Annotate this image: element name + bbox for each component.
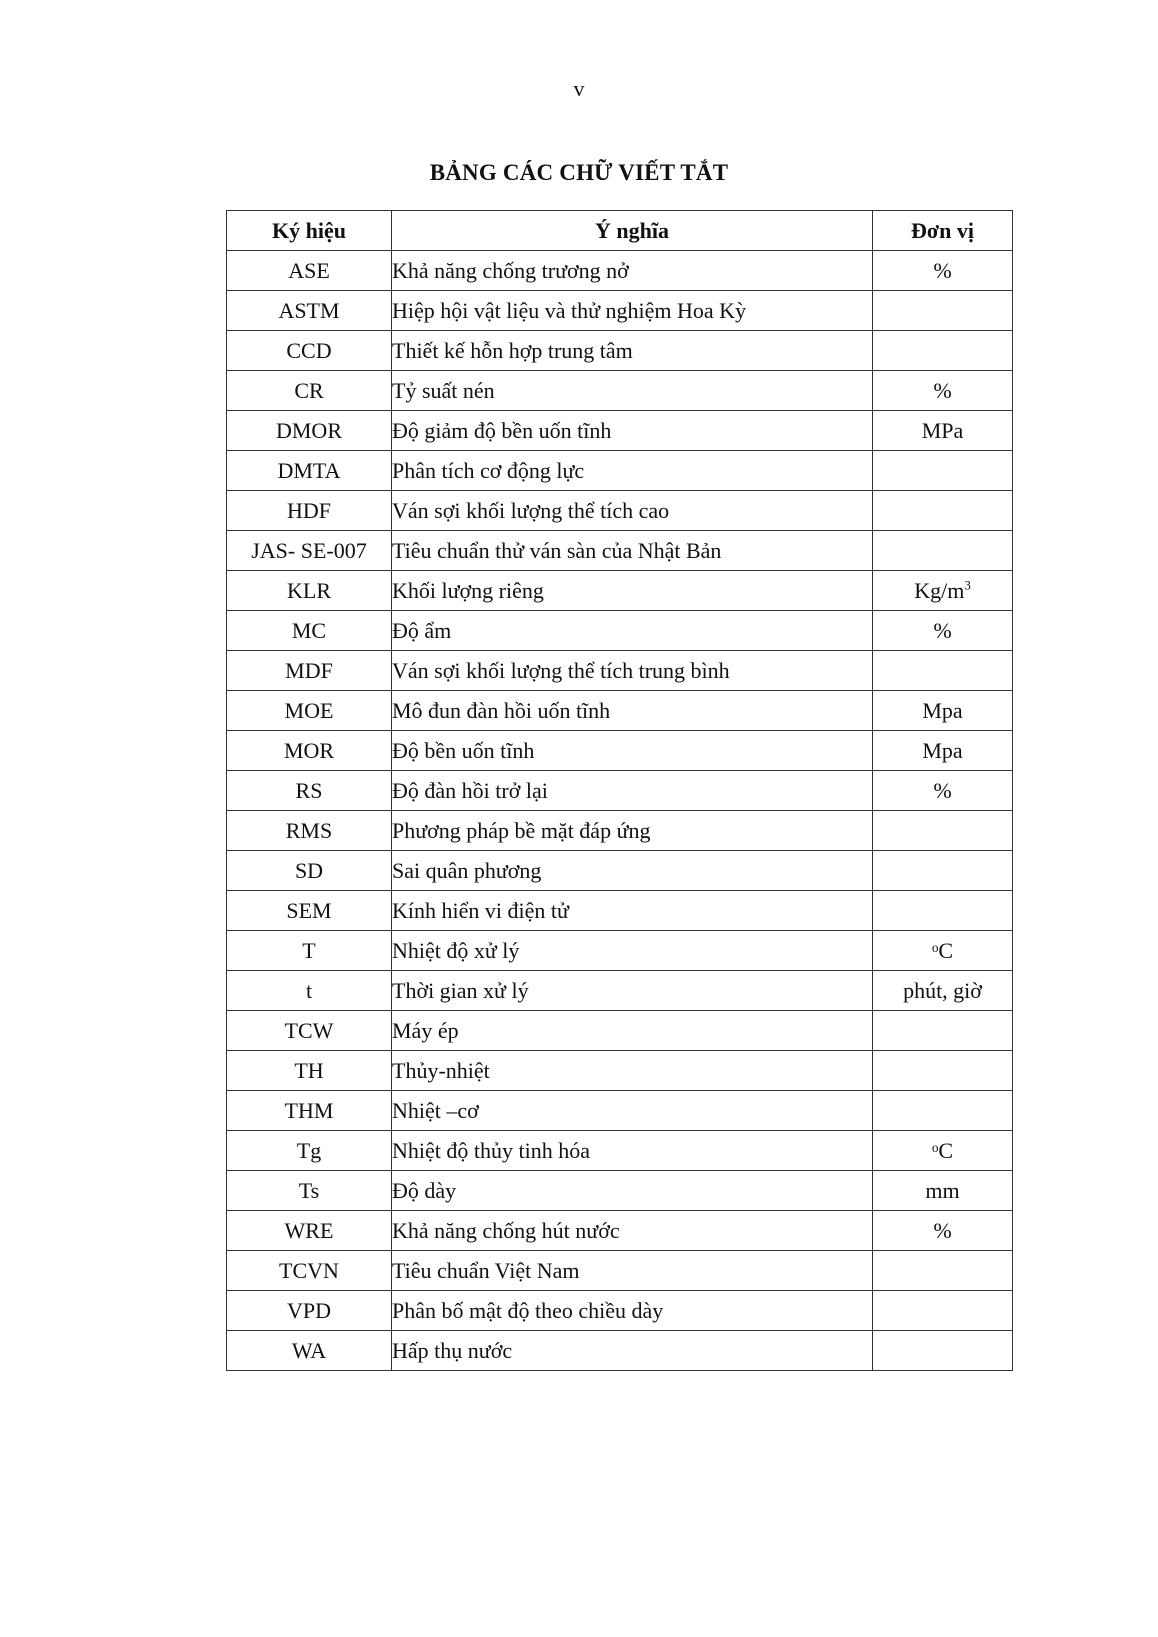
unit-text: ᵒC (931, 937, 953, 963)
cell-symbol: SD (227, 851, 392, 891)
unit-superscript: 3 (964, 577, 971, 593)
cell-symbol: t (227, 971, 392, 1011)
unit-text: % (933, 257, 952, 283)
cell-symbol: T (227, 931, 392, 971)
cell-unit (873, 1011, 1013, 1051)
header-symbol: Ký hiệu (227, 211, 392, 251)
cell-unit (873, 611, 1013, 651)
cell-unit (873, 1251, 1013, 1291)
cell-meaning: Sai quân phương (392, 851, 873, 891)
cell-meaning: Khối lượng riêng (392, 571, 873, 611)
cell-meaning: Máy ép (392, 1011, 873, 1051)
cell-unit (873, 1171, 1013, 1211)
table-row (227, 851, 1013, 891)
cell-symbol: CCD (227, 331, 392, 371)
cell-unit (873, 811, 1013, 851)
cell-meaning: Hiệp hội vật liệu và thử nghiệm Hoa Kỳ (392, 291, 873, 331)
header-unit: Đơn vị (873, 211, 1013, 251)
cell-meaning: Phân tích cơ động lực (392, 451, 873, 491)
cell-unit (873, 971, 1013, 1011)
cell-meaning: Khả năng chống hút nước (392, 1211, 873, 1251)
table-row (227, 411, 1013, 451)
table-row (227, 571, 1013, 611)
cell-meaning: Nhiệt độ xử lý (392, 931, 873, 971)
cell-symbol: DMTA (227, 451, 392, 491)
cell-meaning: Mô đun đàn hồi uốn tĩnh (392, 691, 873, 731)
cell-symbol: MOR (227, 731, 392, 771)
cell-meaning: Độ giảm độ bền uốn tĩnh (392, 411, 873, 451)
unit-text: Mpa (922, 697, 963, 723)
cell-unit (873, 1091, 1013, 1131)
cell-meaning: Nhiệt –cơ (392, 1091, 873, 1131)
table-row (227, 1331, 1013, 1371)
cell-meaning: Thiết kế hỗn hợp trung tâm (392, 331, 873, 371)
page-number: v (573, 76, 585, 101)
cell-symbol: TCVN (227, 1251, 392, 1291)
table-row (227, 1091, 1013, 1131)
cell-meaning: Phương pháp bề mặt đáp ứng (392, 811, 873, 851)
cell-unit (873, 1291, 1013, 1331)
cell-meaning: Thời gian xử lý (392, 971, 873, 1011)
table-row (227, 1051, 1013, 1091)
cell-meaning: Ván sợi khối lượng thể tích cao (392, 491, 873, 531)
cell-meaning: Phân bố mật độ theo chiều dày (392, 1291, 873, 1331)
cell-unit (873, 531, 1013, 571)
cell-unit (873, 571, 1013, 611)
cell-meaning: Khả năng chống trương nở (392, 251, 873, 291)
table-row (227, 1171, 1013, 1211)
cell-symbol: MDF (227, 651, 392, 691)
cell-meaning: Tiêu chuẩn thử ván sàn của Nhật Bản (392, 531, 873, 571)
cell-unit (873, 651, 1013, 691)
cell-unit (873, 771, 1013, 811)
table-row (227, 891, 1013, 931)
table-row (227, 691, 1013, 731)
cell-symbol: TH (227, 1051, 392, 1091)
table-row (227, 651, 1013, 691)
cell-unit (873, 691, 1013, 731)
table-row (227, 611, 1013, 651)
table-row (227, 251, 1013, 291)
table-row (227, 531, 1013, 571)
table-row (227, 771, 1013, 811)
unit-text: mm (925, 1177, 960, 1203)
cell-unit (873, 251, 1013, 291)
cell-symbol: KLR (227, 571, 392, 611)
table-body (227, 251, 1013, 1371)
cell-unit (873, 371, 1013, 411)
cell-unit (873, 411, 1013, 451)
cell-meaning: Độ đàn hồi trở lại (392, 771, 873, 811)
table-header-row (227, 211, 1013, 251)
cell-unit (873, 291, 1013, 331)
table-row (227, 811, 1013, 851)
cell-symbol: MOE (227, 691, 392, 731)
table-row (227, 1011, 1013, 1051)
cell-unit (873, 1211, 1013, 1251)
cell-meaning: Ván sợi khối lượng thể tích trung bình (392, 651, 873, 691)
cell-unit (873, 491, 1013, 531)
table-row (227, 731, 1013, 771)
cell-meaning: Tiêu chuẩn Việt Nam (392, 1251, 873, 1291)
cell-symbol: Tg (227, 1131, 392, 1171)
cell-symbol: MC (227, 611, 392, 651)
table-row (227, 1131, 1013, 1171)
table-row (227, 291, 1013, 331)
cell-meaning: Độ ẩm (392, 611, 873, 651)
page-title: BẢNG CÁC CHỮ VIẾT TẮT (429, 160, 729, 185)
table-row (227, 451, 1013, 491)
cell-meaning: Độ bền uốn tĩnh (392, 731, 873, 771)
cell-unit (873, 731, 1013, 771)
unit-text: % (933, 1217, 952, 1243)
cell-meaning: Kính hiển vi điện tử (392, 891, 873, 931)
cell-unit (873, 851, 1013, 891)
cell-symbol: DMOR (227, 411, 392, 451)
cell-meaning: Tỷ suất nén (392, 371, 873, 411)
cell-meaning: Hấp thụ nước (392, 1331, 873, 1371)
cell-unit (873, 331, 1013, 371)
cell-symbol: RMS (227, 811, 392, 851)
cell-unit (873, 1051, 1013, 1091)
cell-symbol: VPD (227, 1291, 392, 1331)
unit-text: Mpa (922, 737, 963, 763)
cell-meaning: Nhiệt độ thủy tinh hóa (392, 1131, 873, 1171)
cell-meaning: Độ dày (392, 1171, 873, 1211)
cell-meaning: Thủy-nhiệt (392, 1051, 873, 1091)
cell-symbol: HDF (227, 491, 392, 531)
cell-unit (873, 931, 1013, 971)
cell-unit (873, 451, 1013, 491)
table-row (227, 1211, 1013, 1251)
cell-symbol: JAS- SE-007 (227, 531, 392, 571)
table-row (227, 371, 1013, 411)
table-row (227, 1291, 1013, 1331)
unit-text: MPa (921, 417, 964, 443)
cell-symbol: Ts (227, 1171, 392, 1211)
cell-unit (873, 1131, 1013, 1171)
cell-symbol: WA (227, 1331, 392, 1371)
table-row (227, 491, 1013, 531)
table-row (227, 1251, 1013, 1291)
cell-unit (873, 1331, 1013, 1371)
table-row (227, 331, 1013, 371)
cell-symbol: RS (227, 771, 392, 811)
unit-text: % (933, 377, 952, 403)
abbreviations-table (226, 210, 1013, 1371)
unit-text: % (933, 777, 952, 803)
cell-symbol: TCW (227, 1011, 392, 1051)
cell-symbol: CR (227, 371, 392, 411)
unit-text: ᵒC (931, 1137, 953, 1163)
cell-unit (873, 891, 1013, 931)
cell-symbol: WRE (227, 1211, 392, 1251)
cell-symbol: ASTM (227, 291, 392, 331)
table-row (227, 971, 1013, 1011)
cell-symbol: SEM (227, 891, 392, 931)
table-row (227, 931, 1013, 971)
header-meaning: Ý nghĩa (392, 211, 873, 251)
cell-symbol: THM (227, 1091, 392, 1131)
cell-symbol: ASE (227, 251, 392, 291)
unit-text: phút, giờ (903, 977, 982, 1003)
unit-text: Kg/m (914, 577, 965, 603)
unit-text: % (933, 617, 952, 643)
